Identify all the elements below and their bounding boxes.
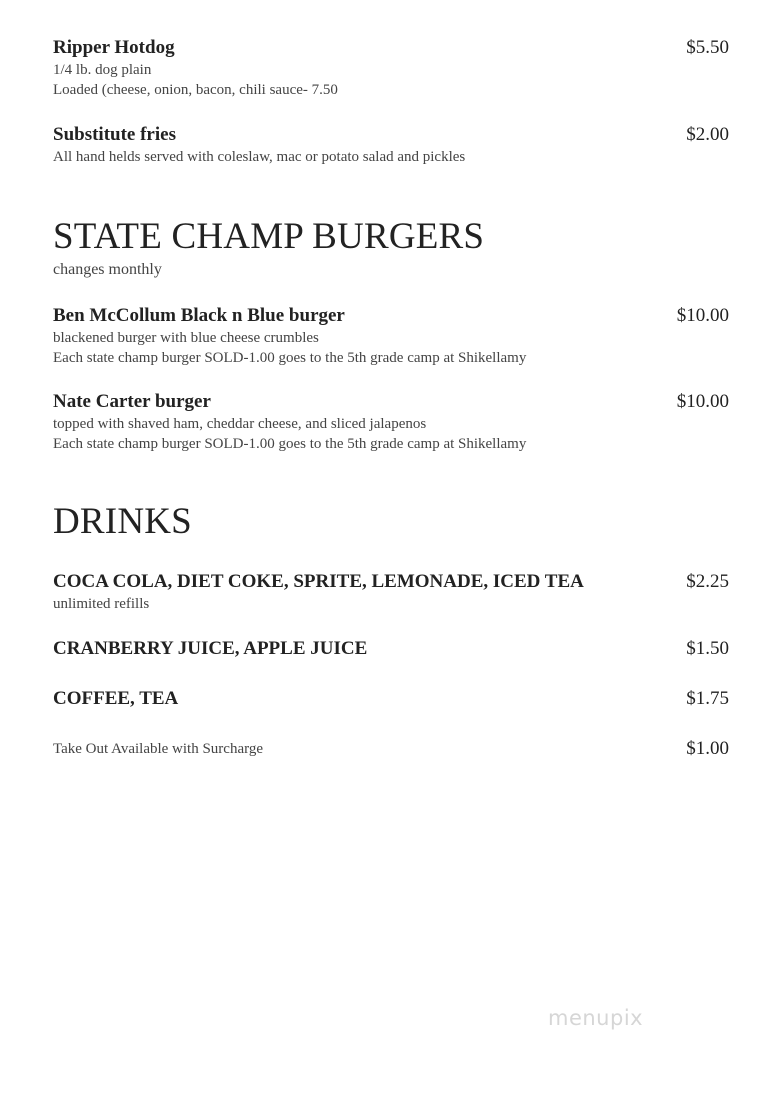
menu-item-black-n-blue-burger xyxy=(53,304,729,368)
item-name: COFFEE, TEA xyxy=(53,688,179,709)
section-title: STATE CHAMP BURGERS xyxy=(53,216,485,257)
item-name: Ben McCollum Black n Blue burger xyxy=(53,305,345,326)
watermark-logo: menupix xyxy=(548,1006,644,1030)
item-price: $10.00 xyxy=(676,305,729,326)
section-title: DRINKS xyxy=(53,501,192,542)
item-description: All hand helds served with coleslaw, mac or potato salad and pickles xyxy=(53,149,466,165)
menu-item-info xyxy=(53,304,613,368)
menu-item-nate-carter-burger xyxy=(53,390,729,454)
menu-item-sodas xyxy=(53,570,729,614)
item-price: $5.50 xyxy=(686,37,729,58)
item-price: $1.50 xyxy=(686,638,729,659)
item-description: topped with shaved ham, cheddar cheese, and sliced jalapenos xyxy=(53,416,427,432)
menu-item-info xyxy=(53,123,613,167)
menu-item-substitute-fries xyxy=(53,123,729,167)
menu-item-info xyxy=(53,36,613,100)
item-price: $1.00 xyxy=(686,738,729,759)
menu-item-coffee-tea xyxy=(53,687,729,711)
item-description: unlimited refills xyxy=(53,596,150,612)
menu-item-info xyxy=(53,687,613,711)
section-burgers xyxy=(53,215,729,454)
item-description: Each state champ burger SOLD-1.00 goes to the 5th grade camp at Shikellamy xyxy=(53,436,527,452)
menu-item-info xyxy=(53,737,613,761)
menu-item-info xyxy=(53,390,613,454)
item-description: 1/4 lb. dog plain xyxy=(53,62,152,78)
item-name: Ripper Hotdog xyxy=(53,37,175,58)
menu-item-info xyxy=(53,570,613,614)
item-price: $2.00 xyxy=(686,124,729,145)
menu-item-info xyxy=(53,637,613,661)
item-description: blackened burger with blue cheese crumbles xyxy=(53,330,319,346)
note-label: Take Out Available with Surcharge xyxy=(53,741,263,757)
item-name: Nate Carter burger xyxy=(53,391,211,412)
item-name: Substitute fries xyxy=(53,124,176,145)
menu-page xyxy=(53,36,729,761)
item-name: COCA COLA, DIET COKE, SPRITE, LEMONADE, ICED TEA xyxy=(53,571,584,592)
item-price: $10.00 xyxy=(676,391,729,412)
item-price: $2.25 xyxy=(686,571,729,592)
item-description: Each state champ burger SOLD-1.00 goes to the 5th grade camp at Shikellamy xyxy=(53,350,527,366)
item-description: Loaded (cheese, onion, bacon, chili sauce- 7.50 xyxy=(53,82,338,98)
takeout-surcharge-note xyxy=(53,737,729,761)
menu-item-juices xyxy=(53,637,729,661)
item-name: CRANBERRY JUICE, APPLE JUICE xyxy=(53,638,368,659)
item-price: $1.75 xyxy=(686,688,729,709)
menu-item-ripper-hotdog xyxy=(53,36,729,100)
section-drinks xyxy=(53,500,729,761)
section-subtitle: changes monthly xyxy=(53,261,162,278)
